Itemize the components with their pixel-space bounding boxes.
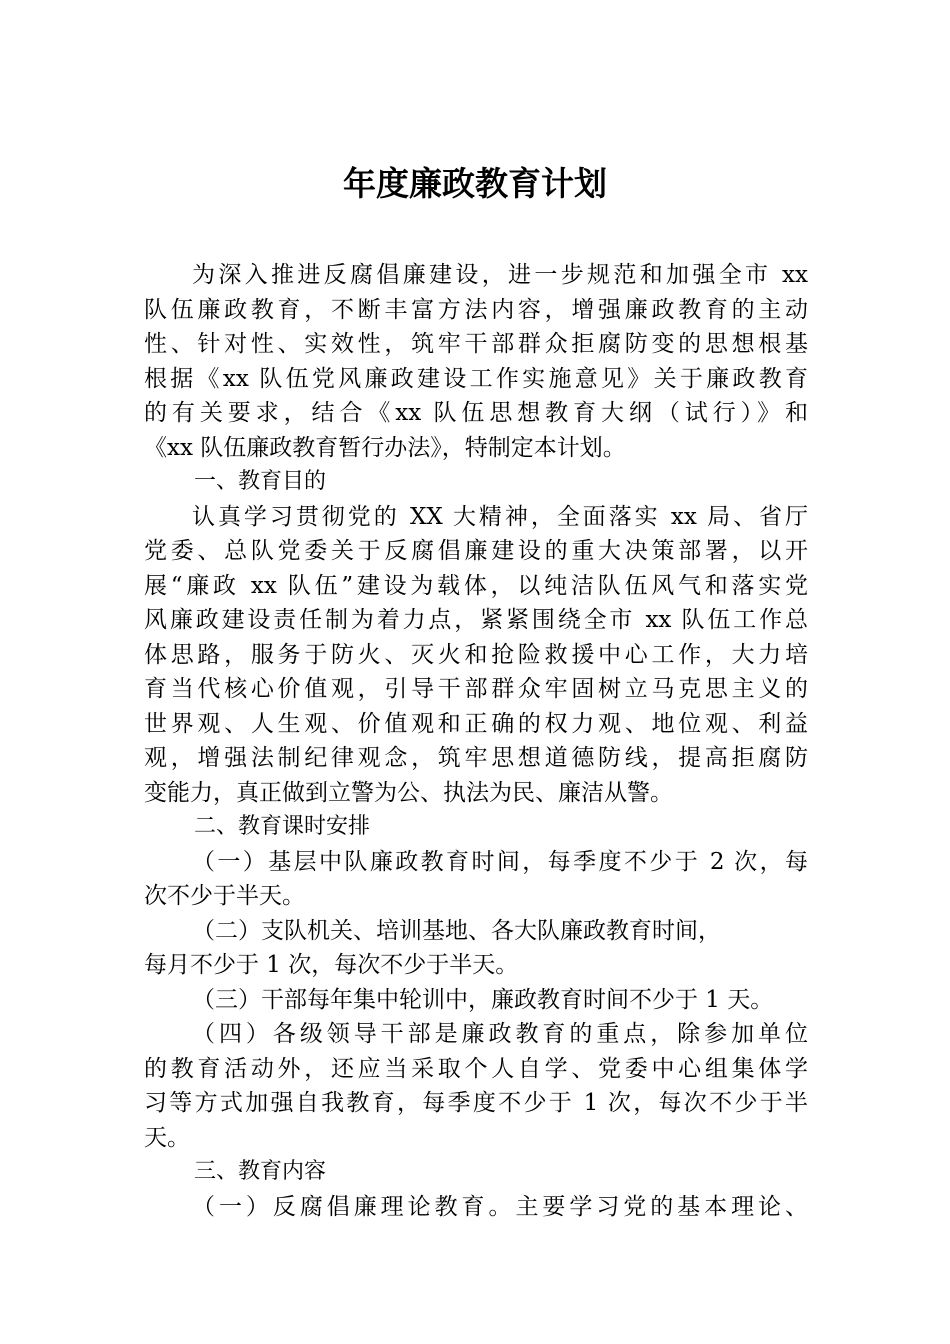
paragraph-line: （一）基层中队廉政教育时间，每季度不少于 2 次，每: [192, 848, 808, 875]
paragraph-line: （二）支队机关、培训基地、各大队廉政教育时间，: [192, 917, 721, 944]
paragraph-line: 育当代核心价值观，引导干部群众牢固树立马克思主义的: [144, 676, 808, 702]
document-title: 年度廉政教育计划: [343, 164, 607, 203]
section-heading: 一、教育目的: [194, 469, 327, 494]
paragraph-line: 为深入推进反腐倡廉建设，进一步规范和加强全市 xx: [192, 262, 808, 288]
paragraph-line: 体思路，服务于防火、灭火和抢险救援中心工作，大力培: [144, 641, 808, 668]
paragraph-line: 展“廉政 xx 队伍”建设为载体，以纯洁队伍风气和落实党: [144, 572, 808, 599]
section-heading: 三、教育内容: [194, 1159, 327, 1184]
section-heading: 二、教育课时安排: [194, 814, 371, 839]
paragraph-line: 性、针对性、实效性，筑牢干部群众拒腐防变的思想根基: [144, 331, 808, 357]
paragraph-line: 世界观、人生观、价值观和正确的权力观、地位观、利益: [144, 710, 808, 737]
paragraph-line: （四）各级领导干部是廉政教育的重点，除参加单位: [192, 1021, 808, 1047]
paragraph-line: 《xx 队伍廉政教育暂行办法》，特制定本计划。: [144, 434, 626, 461]
paragraph-line: 次不少于半天。: [144, 883, 305, 909]
paragraph-line: 风廉政建设责任制为着力点，紧紧围绕全市 xx 队伍工作总: [144, 607, 808, 633]
paragraph-line: 习等方式加强自我教育，每季度不少于 1 次，每次不少于半: [144, 1090, 808, 1116]
paragraph-line: 每月不少于 1 次，每次不少于半天。: [144, 952, 519, 978]
paragraph-line: 队伍廉政教育，不断丰富方法内容，增强廉政教育的主动: [144, 296, 808, 323]
document-body: [144, 258, 808, 1224]
paragraph-line: 党委、总队党委关于反腐倡廉建设的重大决策部署，以开: [144, 538, 808, 564]
paragraph-line: 观，增强法制纪律观念，筑牢思想道德防线，提高拒腐防: [144, 745, 808, 771]
paragraph-line: 变能力，真正做到立警为公、执法为民、廉洁从警。: [144, 779, 673, 806]
paragraph-line: 的有关要求，结合《xx 队伍思想教育大纲（试行）》和: [144, 400, 808, 426]
paragraph-line: 根据《xx 队伍党风廉政建设工作实施意见》关于廉政教育: [144, 365, 808, 392]
paragraph-line: （三）干部每年集中轮训中，廉政教育时间不少于 1 天。: [192, 986, 774, 1013]
paragraph-line: （一）反腐倡廉理论教育。主要学习党的基本理论、: [192, 1193, 808, 1220]
paragraph-line: 的教育活动外，还应当采取个人自学、党委中心组集体学: [144, 1055, 808, 1082]
paragraph-line: 认真学习贯彻党的 XX 大精神，全面落实 xx 局、省厅: [192, 503, 808, 530]
paragraph-line: 天。: [144, 1124, 190, 1151]
